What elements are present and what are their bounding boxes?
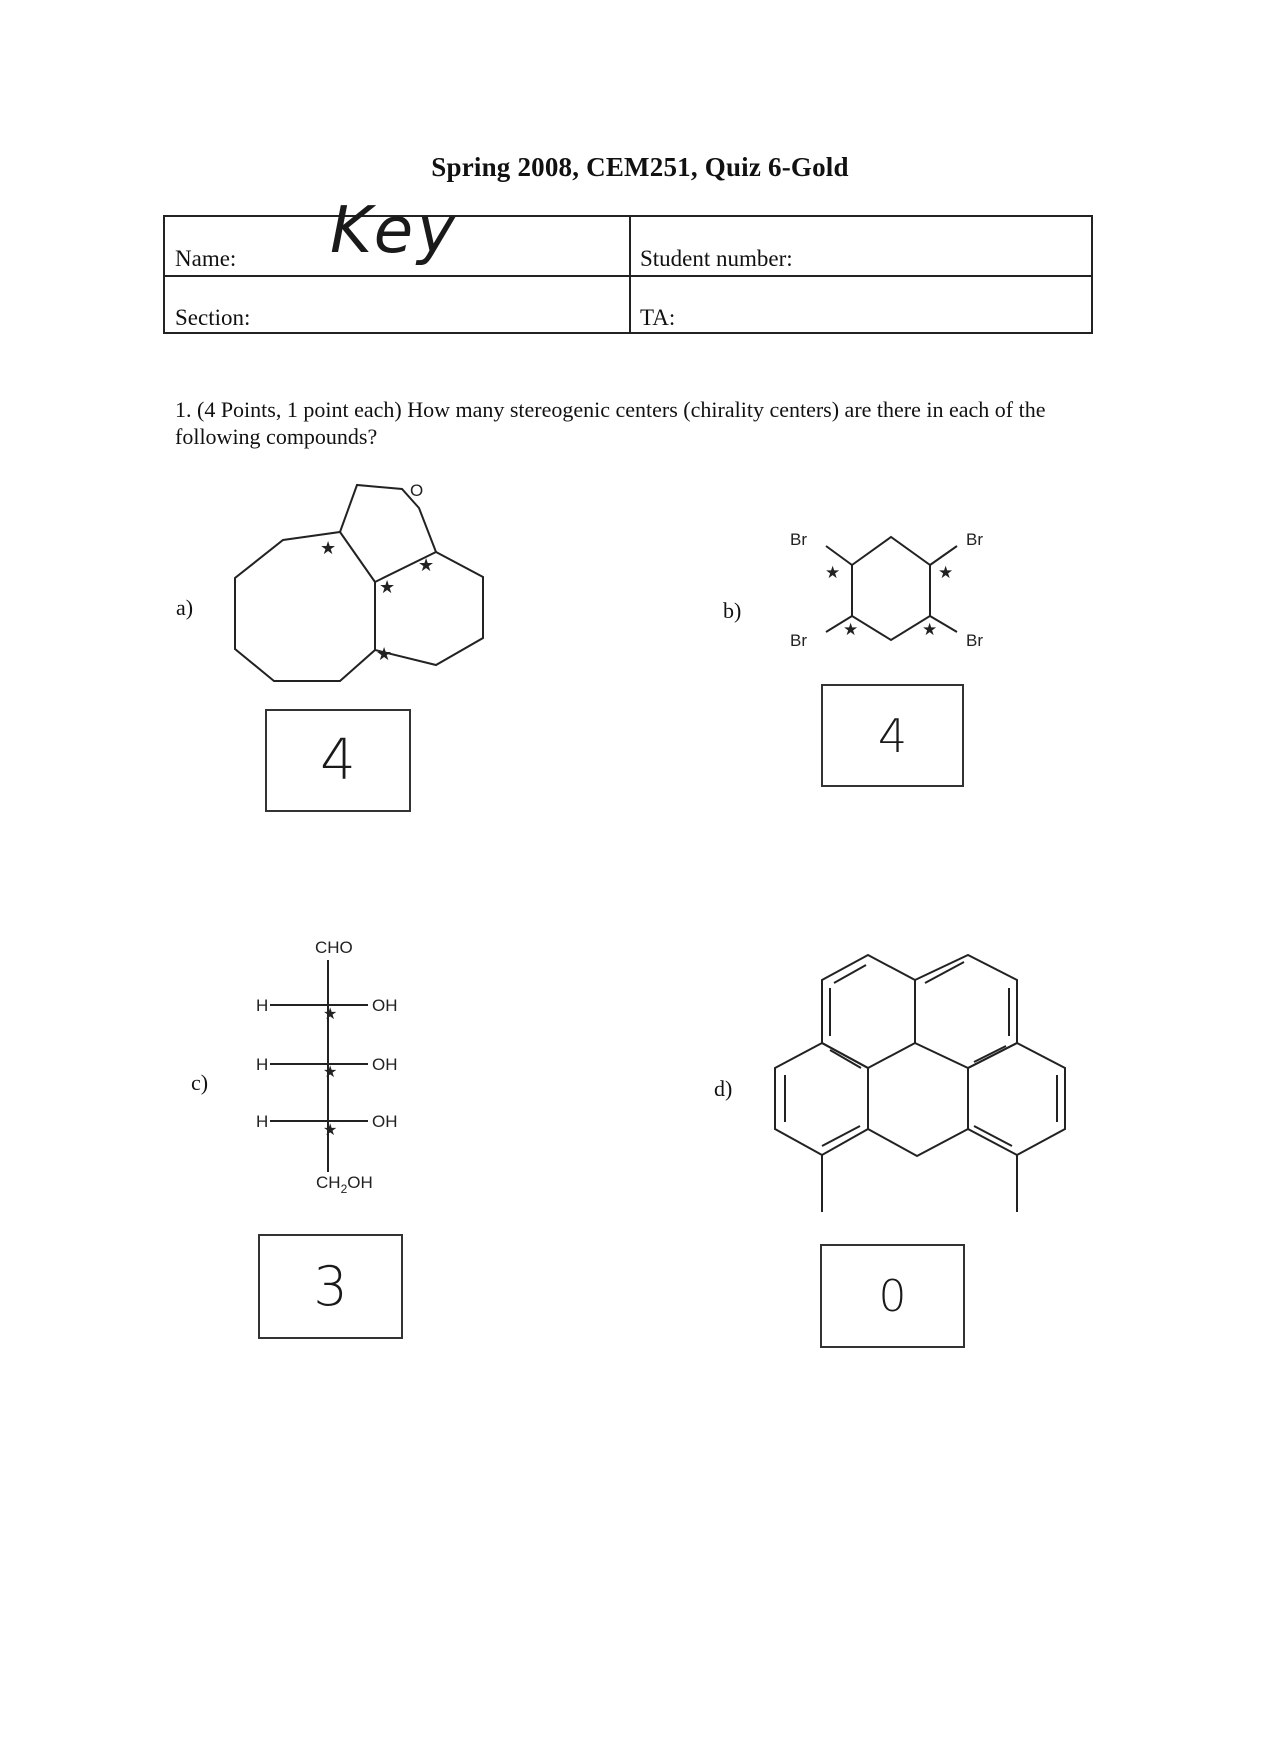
ta-label: TA:	[640, 305, 676, 330]
stereocenter-star: ★	[418, 555, 435, 576]
molecule-b-bromine: Br	[966, 631, 983, 650]
answer-a: 4	[320, 728, 356, 793]
student-number-label: Student number:	[640, 246, 793, 271]
molecule-a-oxygen: O	[410, 481, 424, 500]
stereocenter-star: ★	[376, 644, 393, 665]
stereocenter-star: ★	[379, 577, 396, 598]
answer-box-d	[820, 1244, 965, 1348]
molecule-c-bottom-group: $CH_2OH$	[316, 1173, 373, 1196]
answer-c: 3	[313, 1255, 348, 1318]
stereocenter-star: ★	[323, 1062, 338, 1081]
molecule-b-bromine: Br	[790, 530, 807, 549]
part-b-label: b)	[723, 598, 742, 623]
answer-box-b	[821, 684, 964, 787]
stereocenter-star: ★	[938, 563, 954, 583]
molecule-c-hydrogen: H	[256, 1055, 269, 1074]
name-handwritten-value: Key	[330, 194, 459, 268]
molecule-a	[235, 485, 483, 681]
stereocenter-star: ★	[320, 538, 337, 559]
molecule-c-hydroxyl: OH	[372, 996, 398, 1015]
quiz-title: Spring 2008, CEM251, Quiz 6-Gold	[431, 152, 849, 182]
part-d-label: d)	[714, 1076, 733, 1101]
molecule-c-top-group: CHO	[315, 938, 353, 957]
molecule-b-bromine: Br	[790, 631, 807, 650]
part-a-label: a)	[176, 595, 194, 620]
stereocenter-star: ★	[323, 1120, 338, 1139]
molecule-c-hydroxyl: OH	[372, 1112, 398, 1131]
stereocenter-star: ★	[825, 563, 841, 583]
name-label: Name:	[175, 246, 237, 271]
answer-box-c	[258, 1234, 403, 1339]
molecule-c-hydrogen: H	[256, 996, 269, 1015]
molecule-d	[775, 955, 1065, 1212]
part-c-label: c)	[191, 1070, 209, 1095]
molecule-c-hydrogen: H	[256, 1112, 269, 1131]
answer-d: 0	[878, 1270, 907, 1322]
stereocenter-star: ★	[843, 620, 859, 640]
stereocenter-star: ★	[922, 620, 938, 640]
molecule-c	[270, 960, 368, 1172]
section-label: Section:	[175, 305, 251, 330]
molecule-c-hydroxyl: OH	[372, 1055, 398, 1074]
question-1-text: 1. (4 Points, 1 point each) How many stereogenic centers (chirality centers) are there in each of the following compounds?	[175, 397, 1046, 449]
answer-b: 4	[877, 708, 908, 763]
molecule-b-bromine: Br	[966, 530, 983, 549]
stereocenter-star: ★	[323, 1004, 338, 1023]
answer-box-a	[265, 709, 411, 812]
